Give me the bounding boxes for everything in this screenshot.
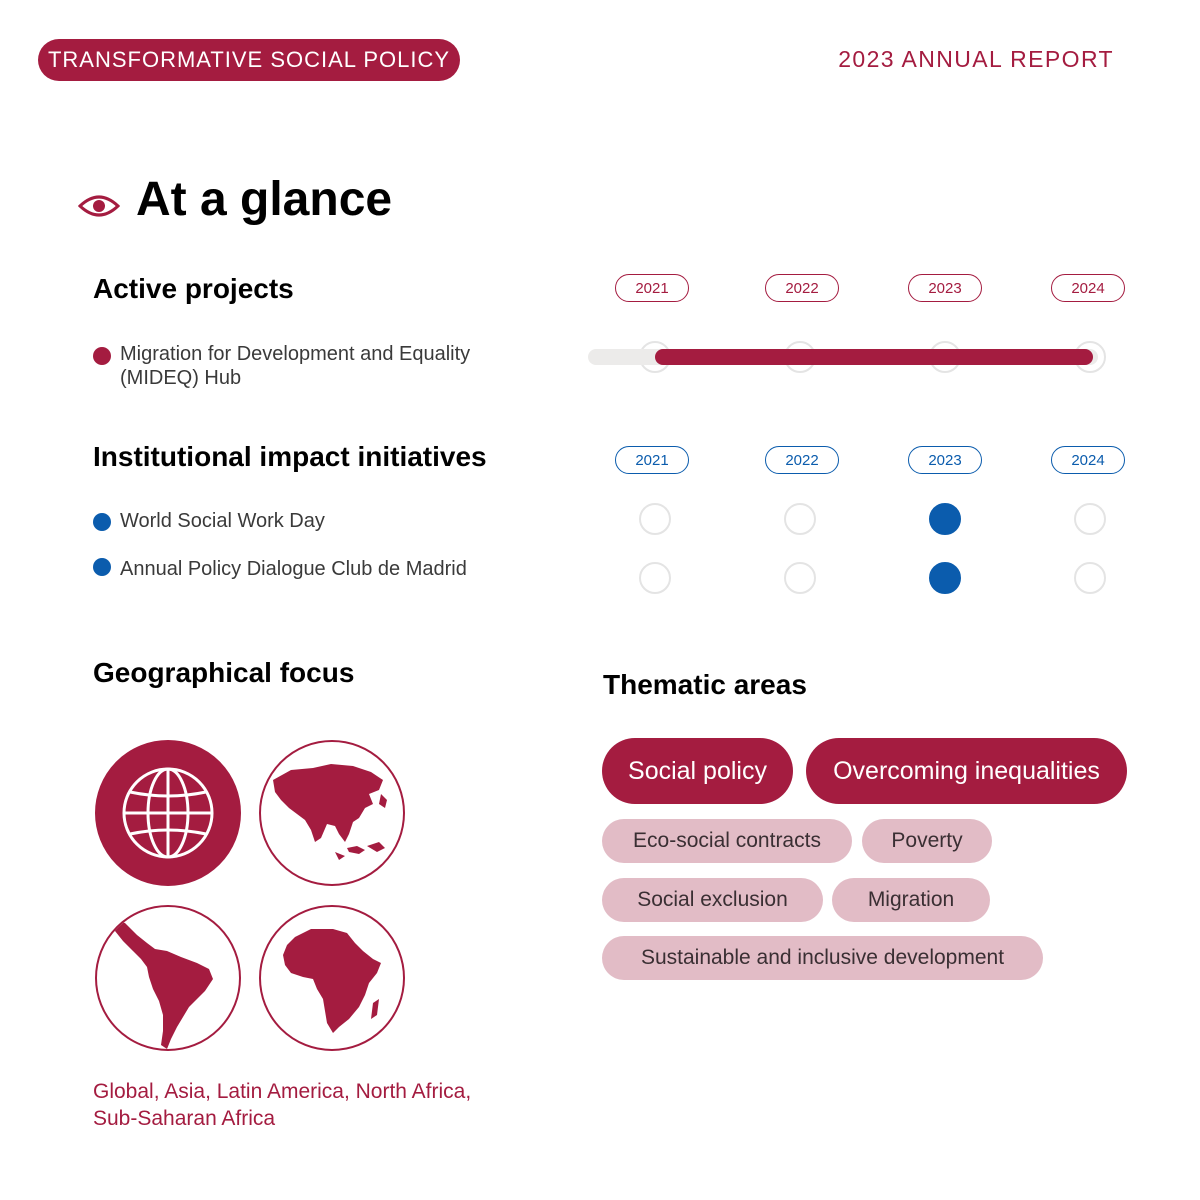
active-projects-heading: Active projects (93, 273, 294, 304)
year-pill-2024: 2024 (1051, 274, 1125, 302)
year-dot (784, 503, 816, 535)
year-pill-2021: 2021 (615, 446, 689, 474)
geo-regions-line1: Global, Asia, Latin America, North Africa, (93, 1080, 472, 1103)
year-dot-active (929, 562, 961, 594)
year-pill-2022: 2022 (765, 446, 839, 474)
theme-chip: Migration (832, 878, 990, 922)
year-pill-2023: 2023 (908, 274, 982, 302)
year-dot (1074, 562, 1106, 594)
report-label: 2023 ANNUAL REPORT (838, 46, 1114, 72)
year-pill-2023: 2023 (908, 446, 982, 474)
project-label (120, 342, 470, 390)
theme-chip: Poverty (862, 819, 992, 863)
theme-chip: Social exclusion (602, 878, 823, 922)
initiative-label: World Social Work Day (120, 510, 325, 532)
latin-america-map-icon (95, 905, 241, 1051)
year-pill-2024: 2024 (1051, 446, 1125, 474)
project-bullet (93, 347, 111, 365)
theme-chip: Eco-social contracts (602, 819, 852, 863)
globe-icon (95, 740, 241, 886)
project-duration-bar (655, 349, 1093, 365)
initiative-bullet (93, 513, 111, 531)
year-dot (639, 503, 671, 535)
theme-chip-primary: Social policy (602, 738, 793, 804)
year-dot (1074, 503, 1106, 535)
thematic-heading: Thematic areas (603, 669, 807, 700)
geo-regions (93, 1078, 513, 1132)
year-dot-active (929, 503, 961, 535)
geo-regions-line2: Sub-Saharan Africa (93, 1107, 276, 1130)
institutional-heading: Institutional impact initiatives (93, 441, 487, 472)
eye-icon (78, 186, 120, 226)
theme-chip: Sustainable and inclusive development (602, 936, 1043, 980)
project-label-line2: (MIDEQ) Hub (120, 367, 242, 389)
year-dot (784, 562, 816, 594)
initiative-bullet (93, 558, 111, 576)
year-dot (639, 562, 671, 594)
africa-map-icon (259, 905, 405, 1051)
geo-heading: Geographical focus (93, 657, 355, 688)
initiative-label: Annual Policy Dialogue Club de Madrid (120, 558, 467, 580)
project-label-line1: Migration for Development and Equality (120, 343, 471, 365)
page-title: At a glance (136, 173, 393, 226)
year-pill-2021: 2021 (615, 274, 689, 302)
year-pill-2022: 2022 (765, 274, 839, 302)
theme-chip-primary: Overcoming inequalities (806, 738, 1127, 804)
asia-map-icon (259, 740, 405, 886)
section-tag: TRANSFORMATIVE SOCIAL POLICY (38, 39, 460, 81)
